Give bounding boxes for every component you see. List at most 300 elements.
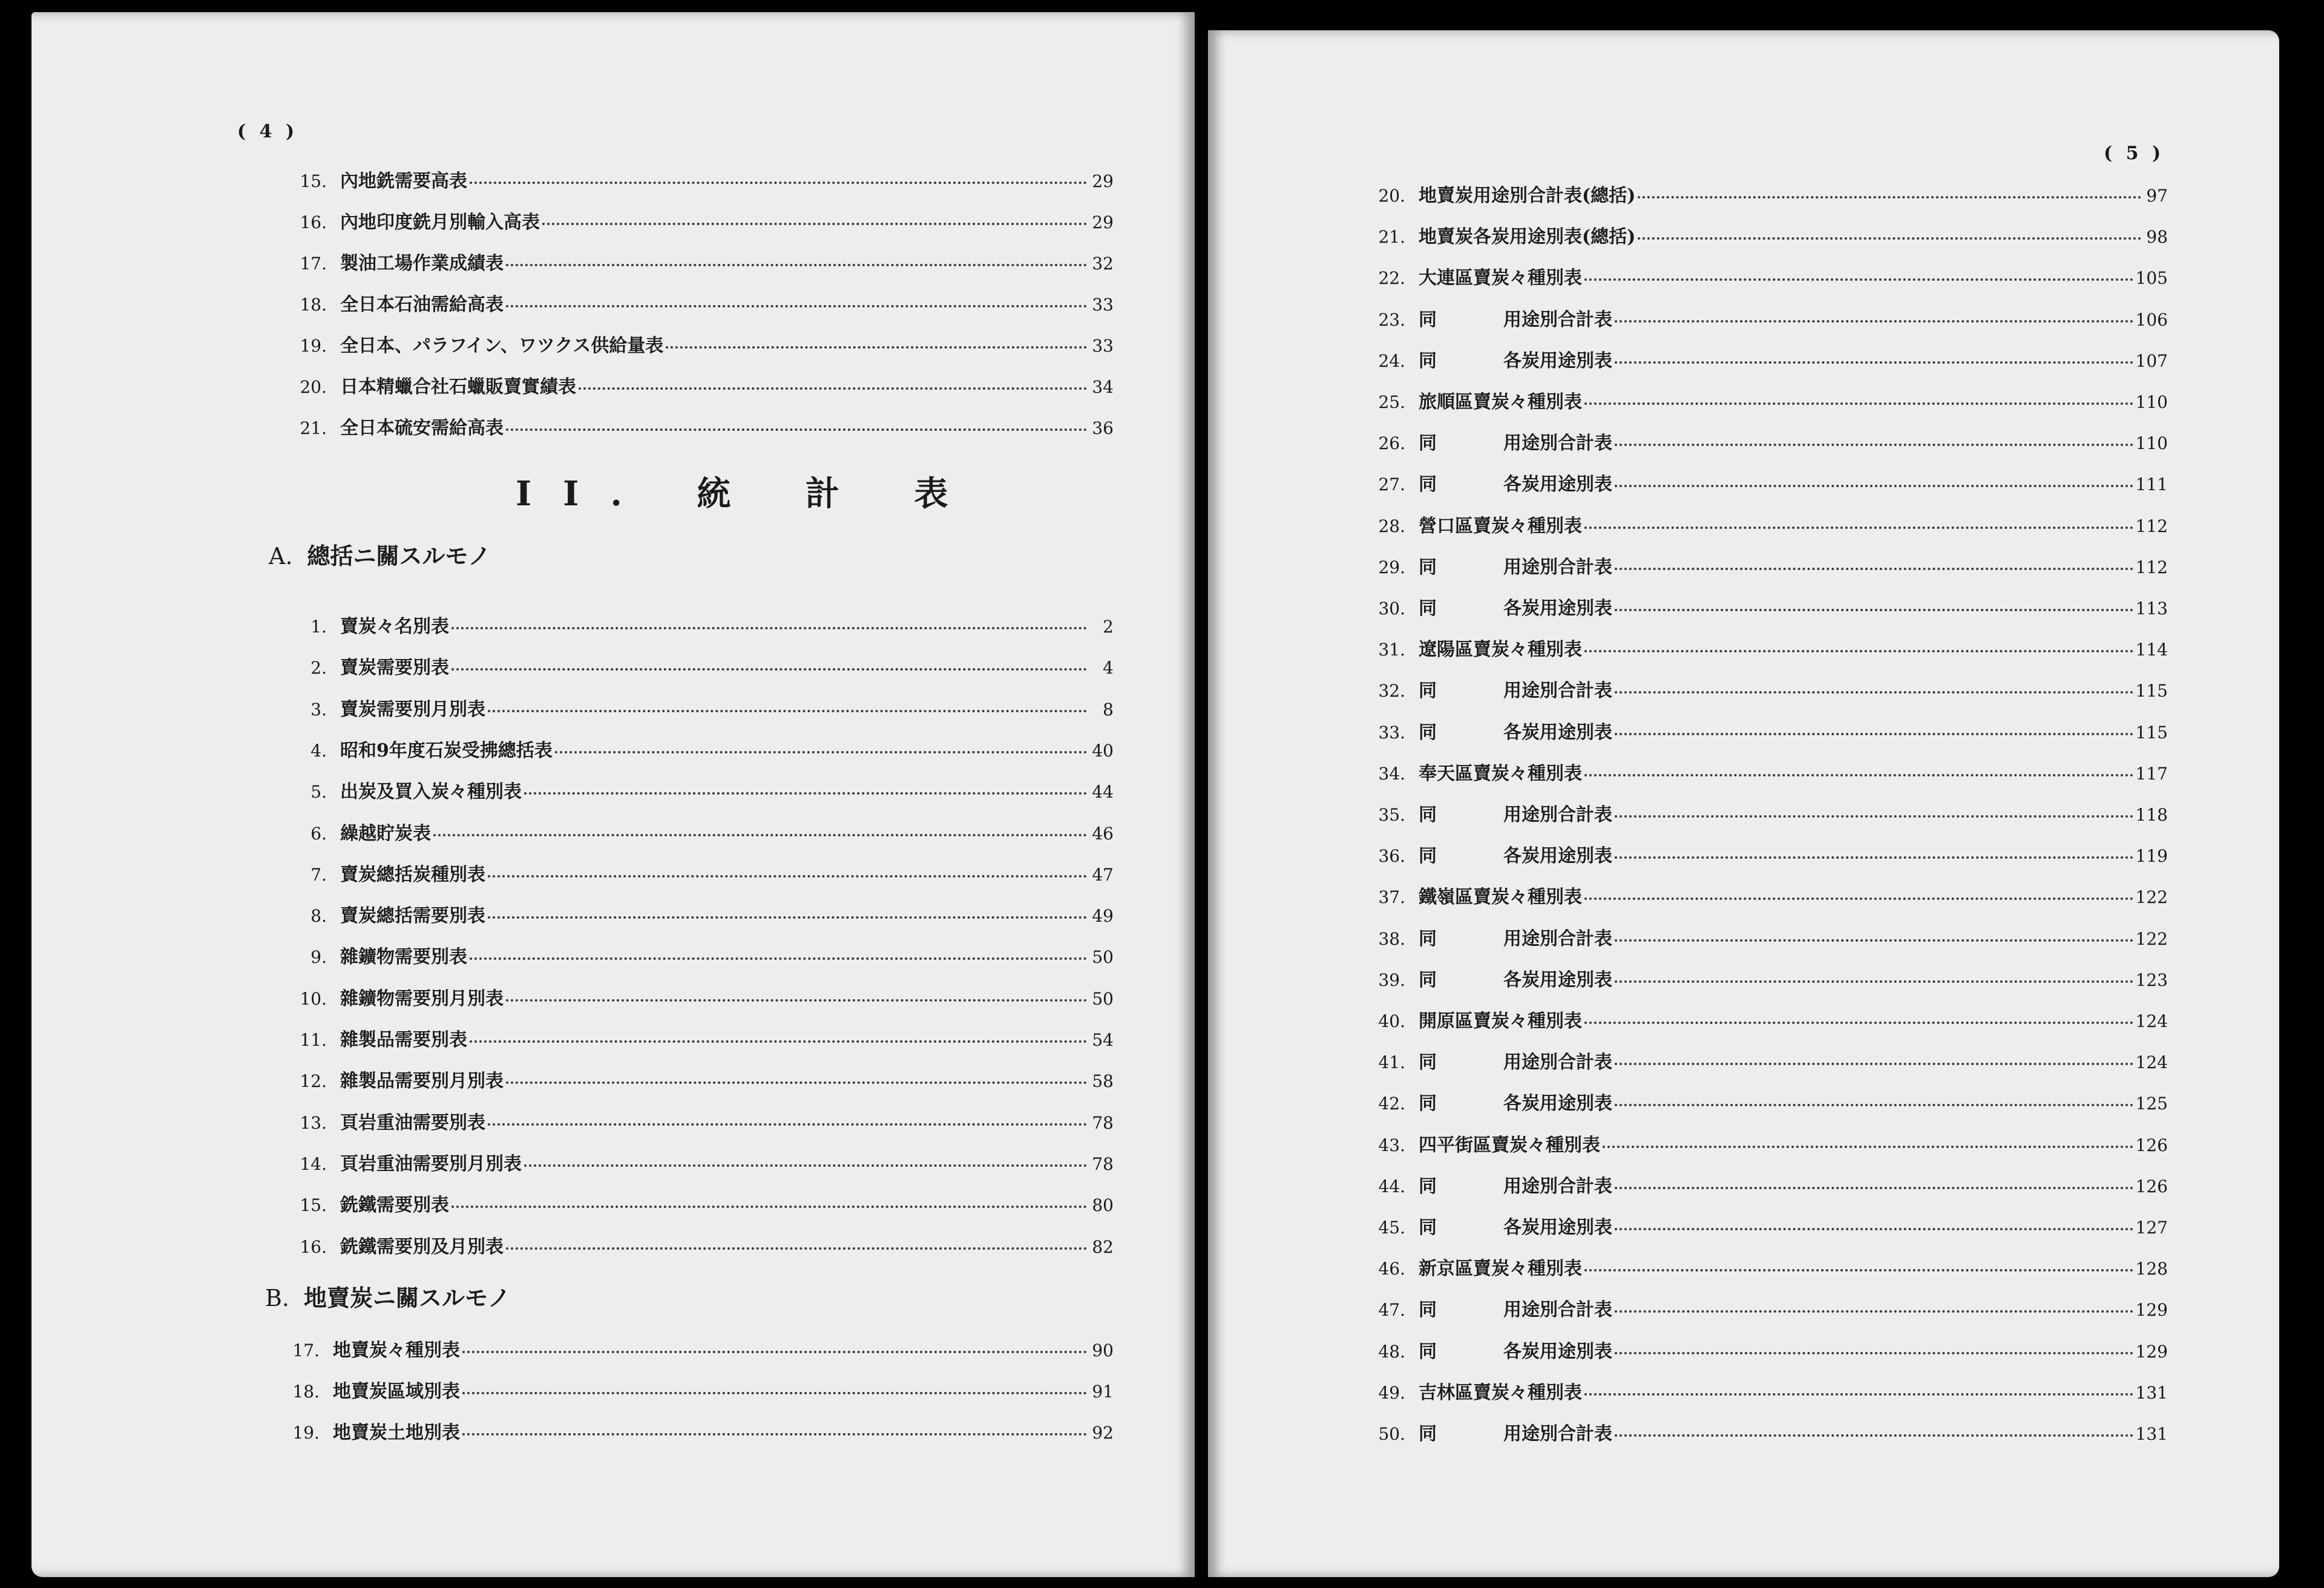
toc-entry bbox=[1359, 180, 2168, 207]
dot-leader bbox=[1584, 1022, 2133, 1024]
entry-title: 雜鑛物需要別表 bbox=[340, 947, 467, 968]
dot-leader bbox=[506, 264, 1087, 266]
entry-ditto: 同 bbox=[1419, 1217, 1437, 1238]
entry-page-number: 129 bbox=[2135, 1300, 2168, 1321]
toc-entry bbox=[1359, 346, 2168, 372]
section-b-heading bbox=[265, 1279, 511, 1313]
entry-page-number: 46 bbox=[1092, 823, 1114, 844]
toc-entry bbox=[281, 652, 1114, 679]
entry-subtitle: 各炭用途別表 bbox=[1503, 1340, 1612, 1362]
entry-page-number: 124 bbox=[2135, 1011, 2168, 1031]
entry-page-number: 33 bbox=[1092, 295, 1114, 315]
entry-ditto: 同 bbox=[1419, 1299, 1437, 1321]
dot-leader bbox=[1615, 1104, 2133, 1106]
entry-ditto: 同 bbox=[1419, 1052, 1437, 1074]
entry-page-number: 112 bbox=[2135, 516, 2168, 536]
entry-subtitle: 各炭用途別表 bbox=[1503, 721, 1612, 743]
entry-title bbox=[1419, 428, 1612, 454]
entry-title: 賣炭總括炭種別表 bbox=[340, 864, 485, 885]
entry-ditto: 同 bbox=[1419, 1423, 1437, 1445]
entry-subtitle: 各炭用途別表 bbox=[1503, 1093, 1612, 1115]
toc-entry bbox=[281, 289, 1114, 316]
toc-entry bbox=[1359, 634, 2168, 661]
dot-leader bbox=[488, 1123, 1087, 1126]
section-title: 總括ニ關スルモノ bbox=[307, 542, 491, 569]
dot-leader bbox=[1584, 1269, 2133, 1271]
entry-number: 10. bbox=[300, 988, 327, 1009]
entry-title: 鐵嶺區賣炭々種別表 bbox=[1419, 887, 1582, 908]
entry-ditto: 同 bbox=[1419, 1340, 1437, 1362]
dot-leader bbox=[1615, 1310, 2133, 1313]
entry-page-number: 122 bbox=[2135, 887, 2168, 908]
entry-number: 19. bbox=[292, 1423, 320, 1443]
entry-title bbox=[1419, 1294, 1612, 1321]
entry-number: 25. bbox=[1378, 392, 1405, 412]
entry-title: 雜鑛物需要別月別表 bbox=[340, 988, 504, 1009]
entry-page-number: 78 bbox=[1092, 1112, 1114, 1133]
entry-number: 6. bbox=[310, 823, 327, 844]
entry-ditto: 同 bbox=[1419, 804, 1437, 825]
entry-title: 地賣炭々種別表 bbox=[333, 1340, 460, 1361]
entry-number: 23. bbox=[1378, 309, 1405, 330]
entry-title: 出炭及買入炭々種別表 bbox=[340, 781, 522, 803]
entry-page-number: 91 bbox=[1092, 1382, 1114, 1402]
entry-number: 7. bbox=[310, 864, 327, 885]
entry-number: 34. bbox=[1378, 763, 1405, 784]
section-title: 地賣炭ニ關スルモノ bbox=[304, 1284, 511, 1311]
entry-ditto: 同 bbox=[1419, 598, 1437, 619]
entry-title bbox=[1419, 1212, 1612, 1239]
dot-leader bbox=[542, 223, 1087, 225]
entry-number: 38. bbox=[1378, 928, 1405, 949]
entry-subtitle: 用途別合計表 bbox=[1503, 680, 1612, 702]
entry-number: 49. bbox=[1378, 1382, 1405, 1403]
entry-number: 12. bbox=[300, 1071, 327, 1092]
dot-leader bbox=[1615, 568, 2133, 570]
entry-title: 內地印度銑月別輸入高表 bbox=[340, 212, 540, 233]
dot-leader bbox=[1615, 1187, 2133, 1189]
toc-entry bbox=[281, 859, 1114, 886]
entry-page-number: 131 bbox=[2135, 1382, 2168, 1403]
entry-subtitle: 用途別合計表 bbox=[1503, 1423, 1612, 1445]
entry-title: 頁岩重油需要別月別表 bbox=[340, 1153, 522, 1175]
entry-page-number: 50 bbox=[1092, 947, 1114, 968]
toc-entry bbox=[281, 207, 1114, 234]
entry-title: 銑鐵需要別表 bbox=[340, 1195, 449, 1216]
entry-subtitle: 用途別合計表 bbox=[1503, 556, 1612, 578]
dot-leader bbox=[1615, 1228, 2133, 1230]
entry-page-number: 2 bbox=[1103, 617, 1114, 637]
entry-number: 3. bbox=[310, 699, 327, 720]
entry-title: 昭和9年度石炭受拂總括表 bbox=[340, 740, 553, 761]
dot-leader bbox=[1615, 980, 2133, 983]
entry-number: 16. bbox=[300, 1236, 327, 1257]
toc-entry bbox=[1359, 1253, 2168, 1280]
dot-leader bbox=[1615, 485, 2133, 487]
entry-title bbox=[1419, 717, 1612, 744]
toc-entry bbox=[1359, 552, 2168, 579]
toc-entry bbox=[281, 1066, 1114, 1092]
dot-leader bbox=[1615, 691, 2133, 694]
entry-number: 41. bbox=[1378, 1052, 1405, 1073]
entry-title: 地賣炭土地別表 bbox=[333, 1422, 460, 1443]
dot-leader bbox=[506, 305, 1087, 307]
entry-number: 44. bbox=[1378, 1176, 1405, 1196]
toc-entry bbox=[281, 1232, 1114, 1258]
entry-number: 33. bbox=[1378, 722, 1405, 743]
entry-title bbox=[1419, 304, 1612, 331]
toc-entry bbox=[1359, 469, 2168, 496]
entry-title: 奉天區賣炭々種別表 bbox=[1419, 763, 1582, 784]
entry-title: 製油工場作業成績表 bbox=[340, 253, 504, 274]
main-heading: II. 統 計 表 bbox=[516, 474, 980, 514]
entry-page-number: 110 bbox=[2135, 392, 2168, 412]
entry-number: 28. bbox=[1378, 516, 1405, 536]
dot-leader bbox=[470, 182, 1087, 184]
entry-number: 32. bbox=[1378, 681, 1405, 701]
entry-number: 18. bbox=[300, 295, 327, 315]
toc-entry bbox=[1359, 387, 2168, 413]
toc-entry bbox=[281, 248, 1114, 275]
entry-page-number: 44 bbox=[1092, 782, 1114, 802]
entry-ditto: 同 bbox=[1419, 474, 1437, 496]
toc-entry bbox=[281, 166, 1114, 192]
entry-title bbox=[1419, 799, 1612, 826]
entry-title: 賣炭需要別月別表 bbox=[340, 698, 485, 720]
entry-subtitle: 各炭用途別表 bbox=[1503, 350, 1612, 372]
entry-title bbox=[1419, 924, 1612, 950]
entry-page-number: 114 bbox=[2135, 640, 2168, 660]
entry-page-number: 129 bbox=[2135, 1341, 2168, 1362]
entry-number: 31. bbox=[1378, 640, 1405, 660]
entry-title: 賣炭需要別表 bbox=[340, 657, 449, 679]
toc-entry bbox=[1359, 1130, 2168, 1157]
entry-title: 全日本石油需給高表 bbox=[340, 294, 504, 315]
dot-leader bbox=[506, 428, 1087, 431]
entry-number: 4. bbox=[310, 740, 327, 761]
entry-title bbox=[1419, 675, 1612, 702]
entry-page-number: 90 bbox=[1092, 1340, 1114, 1360]
entry-title: 繰越貯炭表 bbox=[340, 822, 431, 844]
entry-number: 20. bbox=[1378, 186, 1405, 206]
entry-title: 開原區賣炭々種別表 bbox=[1419, 1011, 1582, 1032]
entry-number: 42. bbox=[1378, 1094, 1405, 1114]
dot-leader bbox=[488, 875, 1087, 878]
entry-number: 50. bbox=[1378, 1424, 1405, 1444]
entry-ditto: 同 bbox=[1419, 1093, 1437, 1115]
entry-page-number: 115 bbox=[2135, 681, 2168, 701]
entry-ditto: 同 bbox=[1419, 845, 1437, 867]
entry-page-number: 122 bbox=[2135, 928, 2168, 949]
entry-page-number: 117 bbox=[2135, 763, 2168, 784]
entry-page-number: 111 bbox=[2135, 474, 2168, 495]
entry-number: 30. bbox=[1378, 599, 1405, 618]
dot-leader bbox=[506, 1247, 1087, 1250]
toc-entry bbox=[1359, 1377, 2168, 1404]
entry-ditto: 同 bbox=[1419, 350, 1437, 372]
entry-title: 旅順區賣炭々種別表 bbox=[1419, 392, 1582, 413]
toc-entry bbox=[281, 1025, 1114, 1051]
dot-leader bbox=[488, 710, 1087, 712]
toc-entry bbox=[281, 611, 1114, 638]
dot-leader bbox=[524, 792, 1087, 795]
entry-title: 頁岩重油需要別表 bbox=[340, 1112, 485, 1134]
entry-subtitle: 用途別合計表 bbox=[1503, 804, 1612, 825]
entry-subtitle: 各炭用途別表 bbox=[1503, 598, 1612, 619]
toc-entry bbox=[281, 776, 1114, 803]
toc-entry bbox=[1359, 304, 2168, 331]
section-letter: B. bbox=[265, 1285, 290, 1311]
entry-number: 20. bbox=[300, 377, 327, 397]
dot-leader bbox=[579, 387, 1087, 390]
toc-entry bbox=[281, 1149, 1114, 1175]
entry-subtitle: 用途別合計表 bbox=[1503, 1299, 1612, 1321]
toc-entry bbox=[1359, 1212, 2168, 1239]
entry-page-number: 82 bbox=[1092, 1236, 1114, 1257]
entry-page-number: 125 bbox=[2135, 1094, 2168, 1114]
entry-number: 36. bbox=[1378, 846, 1405, 867]
toc-entry bbox=[1359, 965, 2168, 991]
entry-title bbox=[1419, 841, 1612, 867]
dot-leader bbox=[555, 751, 1087, 753]
entry-title: 地賣炭各炭用途別表(總括) bbox=[1419, 226, 1636, 248]
entry-page-number: 54 bbox=[1092, 1030, 1114, 1050]
dot-leader bbox=[1615, 361, 2133, 364]
toc-entry bbox=[1359, 1006, 2168, 1032]
entry-title: 地賣炭區域別表 bbox=[333, 1381, 460, 1402]
dot-leader bbox=[1615, 1352, 2133, 1354]
entry-page-number: 92 bbox=[1092, 1423, 1114, 1443]
dot-leader bbox=[1615, 609, 2133, 611]
entry-number: 21. bbox=[300, 418, 327, 438]
entry-page-number: 107 bbox=[2135, 350, 2168, 371]
toc-entry bbox=[1359, 263, 2168, 289]
entry-number: 17. bbox=[292, 1340, 320, 1360]
toc-entry bbox=[1359, 428, 2168, 454]
dot-leader bbox=[1638, 196, 2141, 198]
entry-number: 14. bbox=[300, 1153, 327, 1174]
toc-entry bbox=[1359, 1088, 2168, 1115]
dot-leader bbox=[462, 1433, 1087, 1435]
entry-page-number: 34 bbox=[1092, 377, 1114, 397]
dot-leader bbox=[1615, 856, 2133, 859]
entry-title bbox=[1419, 1088, 1612, 1115]
toc-entry bbox=[1359, 511, 2168, 537]
dot-leader bbox=[506, 999, 1087, 1002]
dot-leader bbox=[451, 668, 1087, 671]
dot-leader bbox=[1615, 939, 2133, 942]
dot-leader bbox=[462, 1392, 1087, 1394]
section-a-heading bbox=[269, 537, 491, 571]
toc-entry bbox=[1359, 1294, 2168, 1321]
toc-entry bbox=[274, 1417, 1114, 1444]
entry-number: 35. bbox=[1378, 805, 1405, 825]
entry-title bbox=[1419, 346, 1612, 372]
entry-page-number: 47 bbox=[1092, 864, 1114, 885]
entry-page-number: 112 bbox=[2135, 557, 2168, 577]
entry-page-number: 131 bbox=[2135, 1424, 2168, 1444]
entry-number: 9. bbox=[310, 947, 327, 968]
dot-leader bbox=[451, 627, 1087, 629]
entry-number: 24. bbox=[1378, 350, 1405, 371]
entry-subtitle: 各炭用途別表 bbox=[1503, 474, 1612, 496]
toc-entry bbox=[281, 901, 1114, 927]
entry-page-number: 33 bbox=[1092, 336, 1114, 356]
entry-title bbox=[1419, 593, 1612, 620]
entry-page-number: 78 bbox=[1092, 1153, 1114, 1174]
entry-title bbox=[1419, 1419, 1612, 1445]
entry-page-number: 98 bbox=[2146, 227, 2168, 248]
toc-entry bbox=[1359, 717, 2168, 744]
entry-number: 19. bbox=[300, 336, 327, 356]
entry-page-number: 126 bbox=[2135, 1135, 2168, 1155]
entry-number: 45. bbox=[1378, 1218, 1405, 1238]
toc-entry bbox=[1359, 1171, 2168, 1198]
toc-entry bbox=[281, 818, 1114, 845]
entry-title: 新京區賣炭々種別表 bbox=[1419, 1258, 1582, 1280]
entry-page-number: 115 bbox=[2135, 722, 2168, 743]
dot-leader bbox=[470, 1040, 1087, 1043]
entry-number: 40. bbox=[1378, 1011, 1405, 1031]
entry-page-number: 110 bbox=[2135, 433, 2168, 454]
entry-ditto: 同 bbox=[1419, 680, 1437, 702]
dot-leader bbox=[470, 957, 1087, 960]
dot-leader bbox=[506, 1081, 1087, 1084]
entry-page-number: 106 bbox=[2135, 309, 2168, 330]
toc-entry bbox=[1359, 221, 2168, 248]
page-number: ( 5 ) bbox=[2104, 143, 2165, 164]
dot-leader bbox=[1584, 650, 2133, 652]
dot-leader bbox=[1603, 1146, 2133, 1148]
entry-title: 吉林區賣炭々種別表 bbox=[1419, 1382, 1582, 1403]
toc-entry bbox=[281, 735, 1114, 762]
entry-title: 賣炭總括需要別表 bbox=[340, 905, 485, 927]
entry-ditto: 同 bbox=[1419, 928, 1437, 950]
entry-page-number: 4 bbox=[1103, 658, 1114, 678]
entry-number: 48. bbox=[1378, 1341, 1405, 1362]
entry-ditto: 同 bbox=[1419, 969, 1437, 991]
entry-title bbox=[1419, 469, 1612, 496]
entry-number: 13. bbox=[300, 1112, 327, 1133]
toc-entry bbox=[1359, 1419, 2168, 1445]
toc-entry bbox=[1359, 799, 2168, 826]
entry-page-number: 97 bbox=[2146, 186, 2168, 206]
entry-page-number: 127 bbox=[2135, 1218, 2168, 1238]
entry-ditto: 同 bbox=[1419, 433, 1437, 454]
entry-number: 39. bbox=[1378, 970, 1405, 990]
dot-leader bbox=[524, 1164, 1087, 1167]
section-letter: A. bbox=[269, 543, 293, 569]
dot-leader bbox=[462, 1351, 1087, 1353]
toc-entry bbox=[274, 1376, 1114, 1403]
dot-leader bbox=[1615, 733, 2133, 735]
toc-entry bbox=[1359, 758, 2168, 785]
entry-page-number: 50 bbox=[1092, 988, 1114, 1009]
toc-entry bbox=[281, 1190, 1114, 1216]
toc-entry bbox=[1359, 1047, 2168, 1074]
entry-page-number: 58 bbox=[1092, 1071, 1114, 1092]
toc-entry bbox=[281, 330, 1114, 357]
entry-page-number: 29 bbox=[1092, 171, 1114, 191]
dot-leader bbox=[1615, 815, 2133, 818]
entry-number: 43. bbox=[1378, 1135, 1405, 1155]
entry-title: 雜製品需要別表 bbox=[340, 1029, 467, 1051]
entry-title: 四平街區賣炭々種別表 bbox=[1419, 1134, 1600, 1156]
toc-entry bbox=[281, 413, 1114, 439]
entry-subtitle: 用途別合計表 bbox=[1503, 1175, 1612, 1197]
dot-leader bbox=[1584, 527, 2133, 529]
entry-page-number: 80 bbox=[1092, 1195, 1114, 1216]
entry-title: 營口區賣炭々種別表 bbox=[1419, 515, 1582, 537]
toc-entry bbox=[274, 1335, 1114, 1362]
entry-ditto: 同 bbox=[1419, 1175, 1437, 1197]
entry-title: 日本精蠟合社石蠟販賣實績表 bbox=[340, 376, 576, 398]
toc-entry bbox=[1359, 882, 2168, 908]
entry-subtitle: 各炭用途別表 bbox=[1503, 969, 1612, 991]
entry-page-number: 105 bbox=[2135, 268, 2168, 289]
entry-page-number: 123 bbox=[2135, 970, 2168, 990]
dot-leader bbox=[1584, 897, 2133, 900]
entry-number: 15. bbox=[300, 171, 327, 191]
toc-entry bbox=[281, 694, 1114, 721]
entry-page-number: 118 bbox=[2135, 805, 2168, 825]
entry-title: 銑鐵需要別及月別表 bbox=[340, 1236, 504, 1258]
entry-number: 26. bbox=[1378, 433, 1405, 454]
entry-page-number: 32 bbox=[1092, 254, 1114, 274]
entry-number: 46. bbox=[1378, 1259, 1405, 1279]
entry-number: 21. bbox=[1378, 227, 1405, 248]
entry-title bbox=[1419, 552, 1612, 579]
entry-title: 雜製品需要別月別表 bbox=[340, 1071, 504, 1092]
entry-title: 大連區賣炭々種別表 bbox=[1419, 267, 1582, 289]
dot-leader bbox=[1615, 1434, 2133, 1437]
entry-page-number: 8 bbox=[1103, 699, 1114, 720]
entry-number: 17. bbox=[300, 254, 327, 274]
entry-ditto: 同 bbox=[1419, 721, 1437, 743]
dot-leader bbox=[1584, 402, 2133, 405]
entry-number: 27. bbox=[1378, 474, 1405, 495]
left-page bbox=[31, 12, 1195, 1577]
entry-number: 15. bbox=[300, 1195, 327, 1216]
dot-leader bbox=[666, 346, 1087, 349]
dot-leader bbox=[1584, 774, 2133, 776]
entry-number: 2. bbox=[310, 658, 327, 678]
toc-entry bbox=[281, 942, 1114, 968]
right-page bbox=[1208, 30, 2279, 1577]
dot-leader bbox=[488, 916, 1087, 919]
toc-entry bbox=[281, 983, 1114, 1010]
entry-ditto: 同 bbox=[1419, 556, 1437, 578]
entry-page-number: 36 bbox=[1092, 418, 1114, 438]
entry-number: 29. bbox=[1378, 557, 1405, 577]
toc-entry bbox=[1359, 1336, 2168, 1363]
entry-page-number: 119 bbox=[2135, 846, 2168, 867]
entry-number: 5. bbox=[310, 782, 327, 802]
entry-page-number: 49 bbox=[1092, 906, 1114, 927]
toc-entry bbox=[281, 1107, 1114, 1134]
entry-subtitle: 用途別合計表 bbox=[1503, 1052, 1612, 1074]
dot-leader bbox=[451, 1206, 1087, 1208]
entry-subtitle: 用途別合計表 bbox=[1503, 433, 1612, 454]
entry-ditto: 同 bbox=[1419, 309, 1437, 330]
toc-entry bbox=[1359, 675, 2168, 702]
dot-leader bbox=[1638, 237, 2141, 240]
dot-leader bbox=[1615, 444, 2133, 446]
toc-entry bbox=[1359, 924, 2168, 950]
entry-number: 22. bbox=[1378, 268, 1405, 289]
entry-title: 地賣炭用途別合計表(總括) bbox=[1419, 185, 1636, 206]
entry-number: 1. bbox=[310, 617, 327, 637]
